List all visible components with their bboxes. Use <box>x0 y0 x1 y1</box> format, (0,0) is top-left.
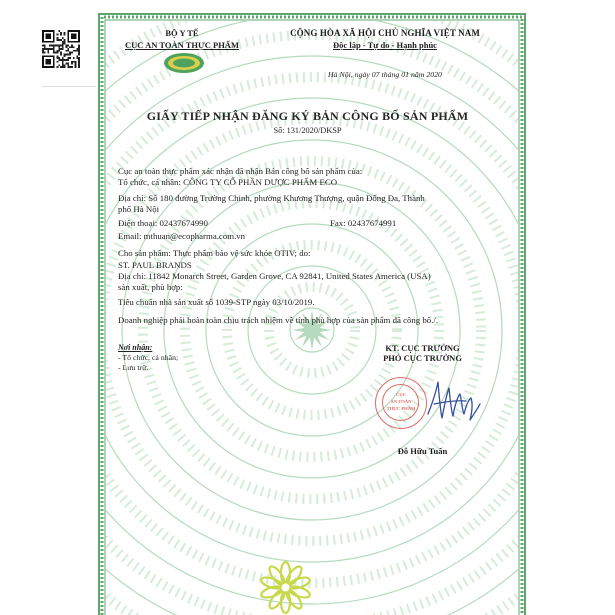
organization-address-line2: phố Hà Nội <box>118 204 160 214</box>
manufacturer-address-line2: sản xuất, phù hợp: <box>118 282 183 292</box>
email-address: Email: mthuan@ecopharma.com.vn <box>118 231 246 241</box>
divider-line <box>42 86 96 87</box>
flower-petal <box>281 562 290 584</box>
red-seal-stamp-icon <box>375 377 427 429</box>
responsibility-statement: Doanh nghiệp phải hoàn toàn chịu trách nhiệm về tính phù hợp của sản phẩm đã công bố./. <box>118 315 439 325</box>
national-motto: Độc lập - Tự do - Hạnh phúc <box>333 40 437 50</box>
document-number: Số: 131/2020/DKSP <box>273 126 342 135</box>
document-title: GIẤY TIẾP NHẬN ĐĂNG KÝ BẢN CÔNG BỐ SẢN PHẨM <box>146 109 469 123</box>
seal-text: AN TOÀN <box>390 399 412 404</box>
recipient-item: - Tổ chức, cá nhân; <box>118 353 179 362</box>
recipient-item: - Lưu trữ. <box>118 363 149 372</box>
flower-emblem-icon <box>258 560 313 615</box>
signer-authority: KT. CỤC TRƯỞNG <box>385 343 460 353</box>
manufacturer-address-line1: Địa chỉ: 11842 Monarch Street, Garden Grove, CA 92841, United States America (USA) <box>118 271 431 281</box>
department-logo-icon <box>163 52 205 74</box>
qr-code <box>42 30 80 68</box>
handwritten-signature-icon <box>422 374 486 430</box>
flower-petal <box>281 591 290 613</box>
organization-address-line1: Địa chỉ: Số 180 đường Trường Chinh, phường Khương Thượng, quận Đống Đa, Thành <box>118 193 425 203</box>
phone-number: Điện thoại: 02437674990 <box>118 218 208 228</box>
organization: Tổ chức, cá nhân: CÔNG TY CỔ PHẦN DƯỢC PHẨM ECO <box>118 177 338 187</box>
standard-reference: Tiêu chuẩn nhà sản xuất số 1039-STP ngày 03/10/2019. <box>118 297 315 307</box>
signer-name: Đỗ Hữu Tuấn <box>397 446 448 456</box>
place-date: Hà Nội, ngày 07 tháng 01 năm 2020 <box>328 70 442 79</box>
department-name: CỤC AN TOÀN THỰC PHẨM <box>125 40 239 50</box>
seal-text: CỤC <box>396 392 406 397</box>
fax-number: Fax: 02437674991 <box>330 218 397 228</box>
seal-text: THỰC PHẨM <box>386 406 416 411</box>
recipients-heading: Nơi nhận: <box>118 343 153 352</box>
national-title: CỘNG HÒA XÃ HỘI CHỦ NGHĨA VIỆT NAM <box>290 28 480 38</box>
product-name: Cho sản phẩm: Thực phẩm bảo vệ sức khỏe OTIV; do: <box>118 248 311 258</box>
manufacturer-name: ST. PAUL BRANDS <box>118 260 192 270</box>
signer-position: PHÓ CỤC TRƯỞNG <box>383 353 462 363</box>
flower-center <box>281 583 291 593</box>
intro-text: Cục an toàn thực phẩm xác nhận đã nhận Bản công bố sản phẩm của: <box>118 166 363 176</box>
ministry-name: BỘ Y TẾ <box>165 28 199 38</box>
